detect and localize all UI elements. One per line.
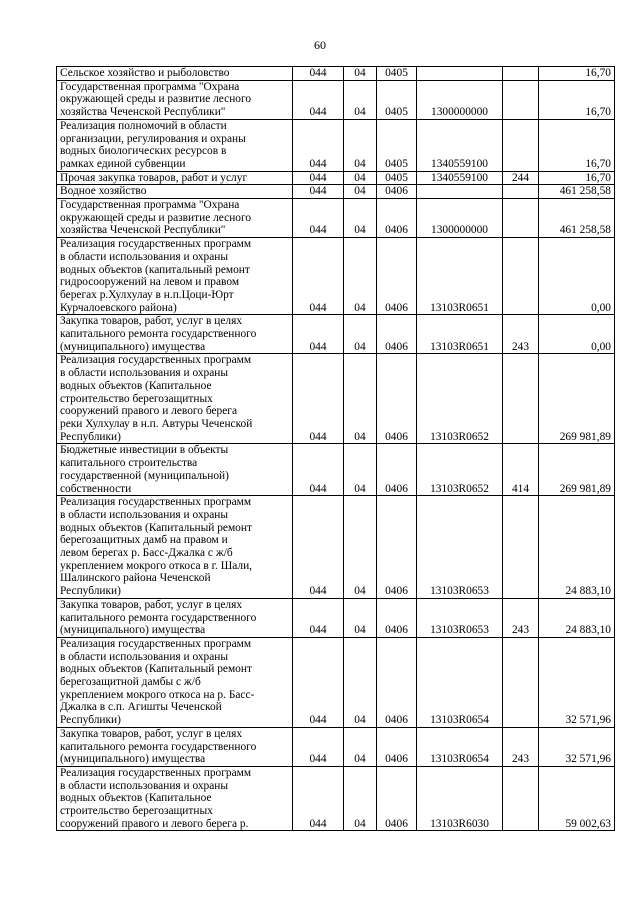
row-name-cell: Прочая закупка товаров, работ и услуг bbox=[57, 171, 293, 185]
row-grbs-cell: 044 bbox=[293, 171, 344, 185]
row-expense-type-cell: 243 bbox=[503, 727, 539, 766]
row-subsection-cell: 0405 bbox=[377, 119, 417, 171]
row-amount-cell: 32 571,96 bbox=[539, 727, 615, 766]
row-subsection-cell: 0406 bbox=[377, 598, 417, 637]
row-amount-cell: 16,70 bbox=[539, 171, 615, 185]
row-section-cell: 04 bbox=[344, 354, 377, 444]
row-name-cell: Бюджетные инвестиции в объекты капитального строительства государственной (муниципальной) собственности bbox=[57, 444, 293, 496]
row-subsection-cell: 0406 bbox=[377, 315, 417, 354]
table-row bbox=[57, 171, 615, 185]
row-expense-type-cell bbox=[503, 766, 539, 831]
row-grbs-cell: 044 bbox=[293, 199, 344, 238]
row-section-cell: 04 bbox=[344, 238, 377, 315]
row-section-cell: 04 bbox=[344, 119, 377, 171]
row-subsection-cell: 0406 bbox=[377, 199, 417, 238]
row-grbs-cell: 044 bbox=[293, 354, 344, 444]
table-row bbox=[57, 238, 615, 315]
row-section-cell: 04 bbox=[344, 67, 377, 81]
table-row bbox=[57, 766, 615, 831]
row-grbs-cell: 044 bbox=[293, 67, 344, 81]
row-amount-cell: 269 981,89 bbox=[539, 354, 615, 444]
row-grbs-cell: 044 bbox=[293, 444, 344, 496]
budget-table bbox=[56, 66, 615, 831]
row-amount-cell: 16,70 bbox=[539, 67, 615, 81]
row-target-article-cell: 13103R0651 bbox=[417, 238, 503, 315]
row-name-cell: Закупка товаров, работ, услуг в целях капитального ремонта государственного (муниципального) имущества bbox=[57, 315, 293, 354]
row-name-cell: Реализация государственных программ в области использования и охраны водных объектов (Капитальный ремонт берегозащитной дамбы с ж/б укреплением мокрого откоса на р. Басс- Джалка в с.п. Агишты Чеченской Республики) bbox=[57, 637, 293, 727]
row-target-article-cell: 13103R6030 bbox=[417, 766, 503, 831]
table-row bbox=[57, 444, 615, 496]
row-target-article-cell: 1300000000 bbox=[417, 80, 503, 119]
row-amount-cell: 16,70 bbox=[539, 119, 615, 171]
row-amount-cell: 461 258,58 bbox=[539, 185, 615, 199]
row-subsection-cell: 0406 bbox=[377, 238, 417, 315]
row-name-cell: Закупка товаров, работ, услуг в целях капитального ремонта государственного (муниципального) имущества bbox=[57, 727, 293, 766]
row-grbs-cell: 044 bbox=[293, 119, 344, 171]
row-grbs-cell: 044 bbox=[293, 80, 344, 119]
row-subsection-cell: 0406 bbox=[377, 766, 417, 831]
row-name-cell: Закупка товаров, работ, услуг в целях капитального ремонта государственного (муниципального) имущества bbox=[57, 598, 293, 637]
row-target-article-cell: 13103R0654 bbox=[417, 637, 503, 727]
row-grbs-cell: 044 bbox=[293, 315, 344, 354]
row-subsection-cell: 0406 bbox=[377, 444, 417, 496]
table-row bbox=[57, 185, 615, 199]
row-amount-cell: 32 571,96 bbox=[539, 637, 615, 727]
row-subsection-cell: 0406 bbox=[377, 185, 417, 199]
row-grbs-cell: 044 bbox=[293, 238, 344, 315]
table-row bbox=[57, 315, 615, 354]
row-amount-cell: 461 258,58 bbox=[539, 199, 615, 238]
row-subsection-cell: 0406 bbox=[377, 637, 417, 727]
row-grbs-cell: 044 bbox=[293, 637, 344, 727]
table-row bbox=[57, 67, 615, 81]
row-section-cell: 04 bbox=[344, 637, 377, 727]
row-grbs-cell: 044 bbox=[293, 598, 344, 637]
table-row bbox=[57, 354, 615, 444]
row-target-article-cell: 13103R0651 bbox=[417, 315, 503, 354]
row-amount-cell: 59 002,63 bbox=[539, 766, 615, 831]
row-expense-type-cell bbox=[503, 637, 539, 727]
row-grbs-cell: 044 bbox=[293, 185, 344, 199]
row-section-cell: 04 bbox=[344, 766, 377, 831]
row-target-article-cell: 13103R0654 bbox=[417, 727, 503, 766]
row-target-article-cell: 1340559100 bbox=[417, 119, 503, 171]
row-section-cell: 04 bbox=[344, 199, 377, 238]
row-section-cell: 04 bbox=[344, 598, 377, 637]
row-name-cell: Реализация государственных программ в области использования и охраны водных объектов (Капитальный ремонт берегозащитных дамб на правом и левом берегах р. Басс-Джалка с ж/б укреплением мокрого откоса в г. Шали, Шалинского района Чеченской Республики) bbox=[57, 496, 293, 599]
row-expense-type-cell bbox=[503, 238, 539, 315]
row-target-article-cell: 13103R0653 bbox=[417, 496, 503, 599]
row-amount-cell: 269 981,89 bbox=[539, 444, 615, 496]
row-expense-type-cell bbox=[503, 354, 539, 444]
row-expense-type-cell bbox=[503, 80, 539, 119]
table-row bbox=[57, 637, 615, 727]
row-name-cell: Реализация государственных программ в области использования и охраны водных объектов (Капитальное строительство берегозащитных сооружений правого и левого берега р. bbox=[57, 766, 293, 831]
row-expense-type-cell: 414 bbox=[503, 444, 539, 496]
row-expense-type-cell: 244 bbox=[503, 171, 539, 185]
row-name-cell: Реализация государственных программ в области использования и охраны водных объектов (капитальный ремонт гидросооружений на левом и правом берегах р.Хулхулау в н.п.Цоци-Юрт Курчалоевского района) bbox=[57, 238, 293, 315]
row-name-cell: Государственная программа "Охрана окружающей среды и развитие лесного хозяйства Чеченской Республики" bbox=[57, 199, 293, 238]
row-expense-type-cell bbox=[503, 496, 539, 599]
row-section-cell: 04 bbox=[344, 315, 377, 354]
row-grbs-cell: 044 bbox=[293, 766, 344, 831]
row-section-cell: 04 bbox=[344, 171, 377, 185]
row-subsection-cell: 0405 bbox=[377, 67, 417, 81]
row-name-cell: Государственная программа "Охрана окружающей среды и развитие лесного хозяйства Чеченской Республики" bbox=[57, 80, 293, 119]
row-section-cell: 04 bbox=[344, 80, 377, 119]
row-subsection-cell: 0405 bbox=[377, 80, 417, 119]
table-row bbox=[57, 598, 615, 637]
row-amount-cell: 16,70 bbox=[539, 80, 615, 119]
row-expense-type-cell bbox=[503, 67, 539, 81]
row-expense-type-cell bbox=[503, 199, 539, 238]
table-row bbox=[57, 199, 615, 238]
row-amount-cell: 24 883,10 bbox=[539, 598, 615, 637]
row-expense-type-cell bbox=[503, 185, 539, 199]
row-section-cell: 04 bbox=[344, 185, 377, 199]
row-amount-cell: 0,00 bbox=[539, 238, 615, 315]
row-subsection-cell: 0405 bbox=[377, 171, 417, 185]
row-name-cell: Реализация полномочий в области организации, регулирования и охраны водных биологических ресурсов в рамках единой субвенции bbox=[57, 119, 293, 171]
row-name-cell: Реализация государственных программ в области использования и охраны водных объектов (Капитальное строительство берегозащитных сооружений правого и левого берега реки Хулхулау в н.п. Автуры Чеченской Республики) bbox=[57, 354, 293, 444]
table-row bbox=[57, 496, 615, 599]
row-subsection-cell: 0406 bbox=[377, 727, 417, 766]
row-target-article-cell bbox=[417, 67, 503, 81]
row-expense-type-cell: 243 bbox=[503, 598, 539, 637]
table-row bbox=[57, 80, 615, 119]
row-grbs-cell: 044 bbox=[293, 496, 344, 599]
row-section-cell: 04 bbox=[344, 444, 377, 496]
row-name-cell: Сельское хозяйство и рыболовство bbox=[57, 67, 293, 81]
row-amount-cell: 24 883,10 bbox=[539, 496, 615, 599]
row-section-cell: 04 bbox=[344, 496, 377, 599]
row-grbs-cell: 044 bbox=[293, 727, 344, 766]
table-row bbox=[57, 727, 615, 766]
row-expense-type-cell: 243 bbox=[503, 315, 539, 354]
row-name-cell: Водное хозяйство bbox=[57, 185, 293, 199]
table-row bbox=[57, 119, 615, 171]
row-section-cell: 04 bbox=[344, 727, 377, 766]
row-amount-cell: 0,00 bbox=[539, 315, 615, 354]
page-number: 60 bbox=[314, 38, 326, 52]
row-target-article-cell: 1340559100 bbox=[417, 171, 503, 185]
row-target-article-cell: 1300000000 bbox=[417, 199, 503, 238]
row-target-article-cell: 13103R0652 bbox=[417, 444, 503, 496]
row-target-article-cell: 13103R0652 bbox=[417, 354, 503, 444]
row-subsection-cell: 0406 bbox=[377, 354, 417, 444]
row-subsection-cell: 0406 bbox=[377, 496, 417, 599]
row-expense-type-cell bbox=[503, 119, 539, 171]
row-target-article-cell: 13103R0653 bbox=[417, 598, 503, 637]
row-target-article-cell bbox=[417, 185, 503, 199]
